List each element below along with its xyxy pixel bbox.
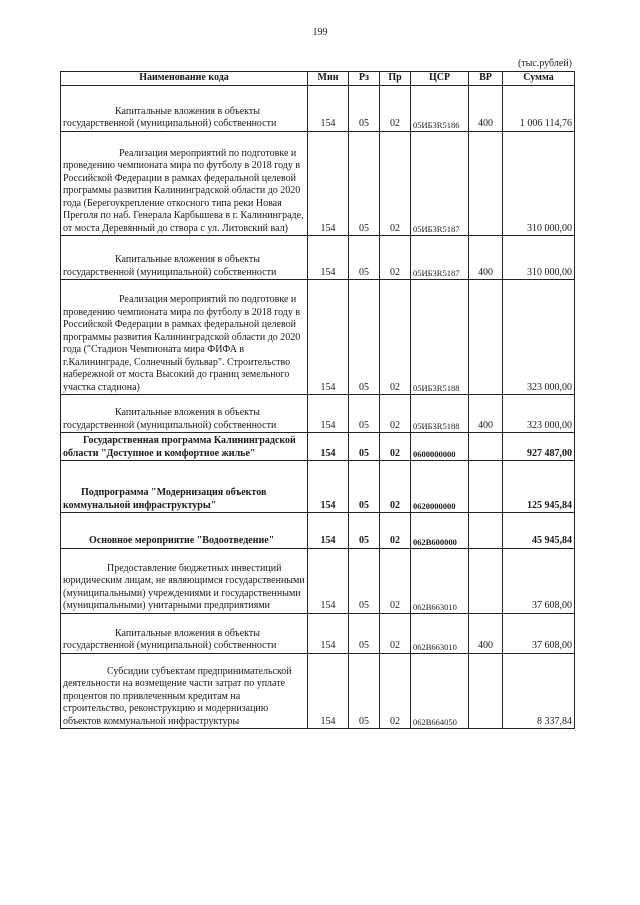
row-vr xyxy=(469,548,503,613)
row-csr: 05ИБ3R5188 xyxy=(411,395,469,433)
row-sum: 310 000,00 xyxy=(503,236,575,280)
row-min: 154 xyxy=(308,433,349,461)
row-sum: 927 487,00 xyxy=(503,433,575,461)
row-name: Капитальные вложения в объекты государственной (муниципальной) собственности xyxy=(61,613,308,653)
row-name: Капитальные вложения в объекты государственной (муниципальной) собственности xyxy=(61,395,308,433)
row-sum: 45 945,84 xyxy=(503,513,575,549)
row-csr: 05ИБ3R5188 xyxy=(411,280,469,395)
row-sum: 1 006 114,76 xyxy=(503,85,575,131)
row-csr: 05ИБ3R5187 xyxy=(411,131,469,236)
row-rz: 05 xyxy=(349,395,380,433)
row-name: Подпрограмма "Модернизация объектов коммунальной инфраструктуры" xyxy=(61,461,308,513)
row-vr xyxy=(469,513,503,549)
row-name: Капитальные вложения в объекты государственной (муниципальной) собственности xyxy=(61,85,308,131)
table-row xyxy=(61,280,575,395)
row-vr: 400 xyxy=(469,395,503,433)
row-min: 154 xyxy=(308,461,349,513)
row-csr: 0620000000 xyxy=(411,461,469,513)
row-csr: 062B664050 xyxy=(411,653,469,729)
row-vr: 400 xyxy=(469,613,503,653)
table-row xyxy=(61,395,575,433)
row-min: 154 xyxy=(308,513,349,549)
col-header-min: Мин xyxy=(308,72,349,86)
row-min: 154 xyxy=(308,395,349,433)
row-min: 154 xyxy=(308,613,349,653)
row-csr: 062B663010 xyxy=(411,548,469,613)
row-pr: 02 xyxy=(380,513,411,549)
table-row xyxy=(61,131,575,236)
col-header-vr: ВР xyxy=(469,72,503,86)
row-csr: 062B600000 xyxy=(411,513,469,549)
table-row xyxy=(61,85,575,131)
row-min: 154 xyxy=(308,548,349,613)
row-rz: 05 xyxy=(349,85,380,131)
row-min: 154 xyxy=(308,653,349,729)
col-header-pr: Пр xyxy=(380,72,411,86)
row-name: Государственная программа Калининградской области "Доступное и комфортное жилье" xyxy=(61,433,308,461)
row-rz: 05 xyxy=(349,613,380,653)
row-name: Основное мероприятие "Водоотведение" xyxy=(61,513,308,549)
table-row xyxy=(61,236,575,280)
row-pr: 02 xyxy=(380,131,411,236)
col-header-name: Наименование кода xyxy=(61,72,308,86)
row-pr: 02 xyxy=(380,433,411,461)
row-rz: 05 xyxy=(349,548,380,613)
row-min: 154 xyxy=(308,131,349,236)
col-header-csr: ЦСР xyxy=(411,72,469,86)
row-pr: 02 xyxy=(380,236,411,280)
row-rz: 05 xyxy=(349,433,380,461)
row-pr: 02 xyxy=(380,548,411,613)
row-name: Реализация мероприятий по подготовке и проведению чемпионата мира по футболу в 2018 году в Российской Федерации в рамках федеральной целевой программы развития Калининградской области до 2020 года ("Стадион Чемпионата мира ФИФА в г.Калининграде, Солнечный бульвар". Строительство набережной от моста Высокий до границ земельного участка стадиона) xyxy=(61,280,308,395)
row-vr xyxy=(469,131,503,236)
row-pr: 02 xyxy=(380,461,411,513)
row-rz: 05 xyxy=(349,513,380,549)
row-rz: 05 xyxy=(349,461,380,513)
page-number: 199 xyxy=(312,27,328,38)
row-min: 154 xyxy=(308,236,349,280)
row-rz: 05 xyxy=(349,280,380,395)
row-vr: 400 xyxy=(469,85,503,131)
row-vr xyxy=(469,461,503,513)
table-header-row xyxy=(61,72,575,86)
row-name: Субсидии субъектам предпринимательской деятельности на возмещение части затрат по уплате процентов по привлеченным кредитам на строительство, реконструкцию и модернизацию объектов коммунальной инфраструктуры xyxy=(61,653,308,729)
row-sum: 8 337,84 xyxy=(503,653,575,729)
row-vr xyxy=(469,280,503,395)
row-sum: 125 945,84 xyxy=(503,461,575,513)
units-label: (тыс.рублей) xyxy=(517,58,572,69)
row-rz: 05 xyxy=(349,131,380,236)
row-sum: 310 000,00 xyxy=(503,131,575,236)
row-vr: 400 xyxy=(469,236,503,280)
row-sum: 37 608,00 xyxy=(503,613,575,653)
row-name: Реализация мероприятий по подготовке и проведению чемпионата мира по футболу в 2018 году в Российской Федерации в рамках федеральной целевой программы развития Калининградской области до 2020 года (Берегоукрепление откосного типа реки Новая Преголя по наб. Генерала Карбышева в г. Калининграде, от моста Деревянный до створа с ул. Литовский вал) xyxy=(61,131,308,236)
row-name: Предоставление бюджетных инвестиций юридическим лицам, не являющимся государственными (муниципальными) учреждениями и государственными (муниципальными) унитарными предприятиями xyxy=(61,548,308,613)
table-row-main-event xyxy=(61,513,575,549)
row-pr: 02 xyxy=(380,395,411,433)
row-pr: 02 xyxy=(380,653,411,729)
row-csr: 0600000000 xyxy=(411,433,469,461)
row-rz: 05 xyxy=(349,653,380,729)
row-sum: 323 000,00 xyxy=(503,395,575,433)
table-row xyxy=(61,653,575,729)
row-csr: 05ИБ3R5187 xyxy=(411,236,469,280)
table-row-subprogram xyxy=(61,461,575,513)
row-min: 154 xyxy=(308,280,349,395)
row-sum: 37 608,00 xyxy=(503,548,575,613)
row-min: 154 xyxy=(308,85,349,131)
row-vr xyxy=(469,653,503,729)
row-vr xyxy=(469,433,503,461)
row-csr: 062B663010 xyxy=(411,613,469,653)
row-csr: 05ИБ3R5186 xyxy=(411,85,469,131)
table-row-program xyxy=(61,433,575,461)
col-header-sum: Сумма xyxy=(503,72,575,86)
budget-table xyxy=(60,71,575,729)
row-pr: 02 xyxy=(380,85,411,131)
row-rz: 05 xyxy=(349,236,380,280)
table-row xyxy=(61,548,575,613)
row-name: Капитальные вложения в объекты государственной (муниципальной) собственности xyxy=(61,236,308,280)
col-header-rz: Рз xyxy=(349,72,380,86)
row-pr: 02 xyxy=(380,613,411,653)
table-row xyxy=(61,613,575,653)
row-pr: 02 xyxy=(380,280,411,395)
row-sum: 323 000,00 xyxy=(503,280,575,395)
